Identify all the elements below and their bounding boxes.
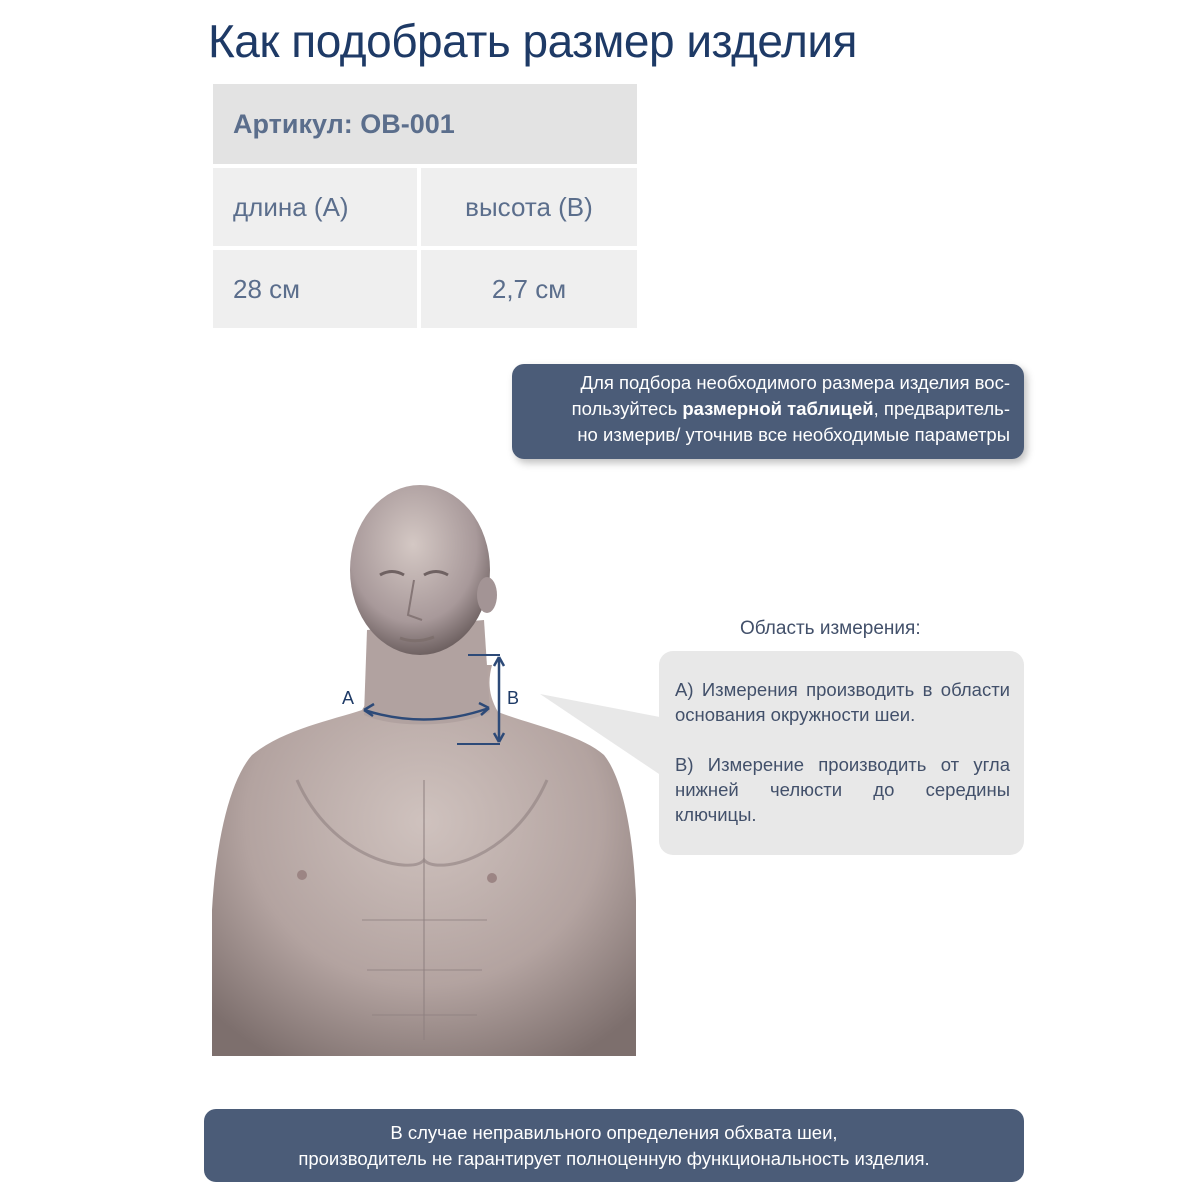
warning-line-2: производитель не гарантирует полноценную функциональность изделия. <box>298 1148 930 1169</box>
note-line-2-end: , предваритель- <box>873 398 1010 419</box>
note-line-1: Для подбора необходимого размера изделия вос- <box>580 372 1010 393</box>
length-value: 28 см <box>213 250 417 328</box>
table-row-headings <box>213 168 637 246</box>
instruction-b: В) Измерение производить от угла нижней челюсти до середины ключицы. <box>675 754 1010 825</box>
column-height-heading: высота (В) <box>421 168 637 246</box>
note-line-2-start: пользуйтесь <box>571 398 683 419</box>
measurement-area-title: Область измерения: <box>740 618 921 639</box>
table-row-values <box>213 250 637 328</box>
instruction-a: А) Измерения производить в области основания окружности шеи. <box>675 679 1010 725</box>
callout-pointer <box>520 690 670 790</box>
note-line-2 <box>528 396 1010 422</box>
sizing-note <box>512 364 1024 459</box>
table-header-article: Артикул: OB-001 <box>213 84 637 164</box>
size-table <box>213 84 637 328</box>
column-length-heading: длина (А) <box>213 168 417 246</box>
measurement-instructions <box>659 651 1024 855</box>
page-title: Как подобрать размер изделия <box>208 15 857 67</box>
warning-box <box>204 1109 1024 1182</box>
note-size-table-emphasis: размерной таблицей <box>682 398 874 419</box>
label-a: A <box>342 688 355 708</box>
label-b: B <box>507 688 520 708</box>
note-line-3: но измерив/ уточнив все необходимые параметры <box>577 424 1010 445</box>
warning-line-1: В случае неправильного определения обхвата шеи, <box>390 1122 838 1143</box>
height-value: 2,7 см <box>421 250 637 328</box>
